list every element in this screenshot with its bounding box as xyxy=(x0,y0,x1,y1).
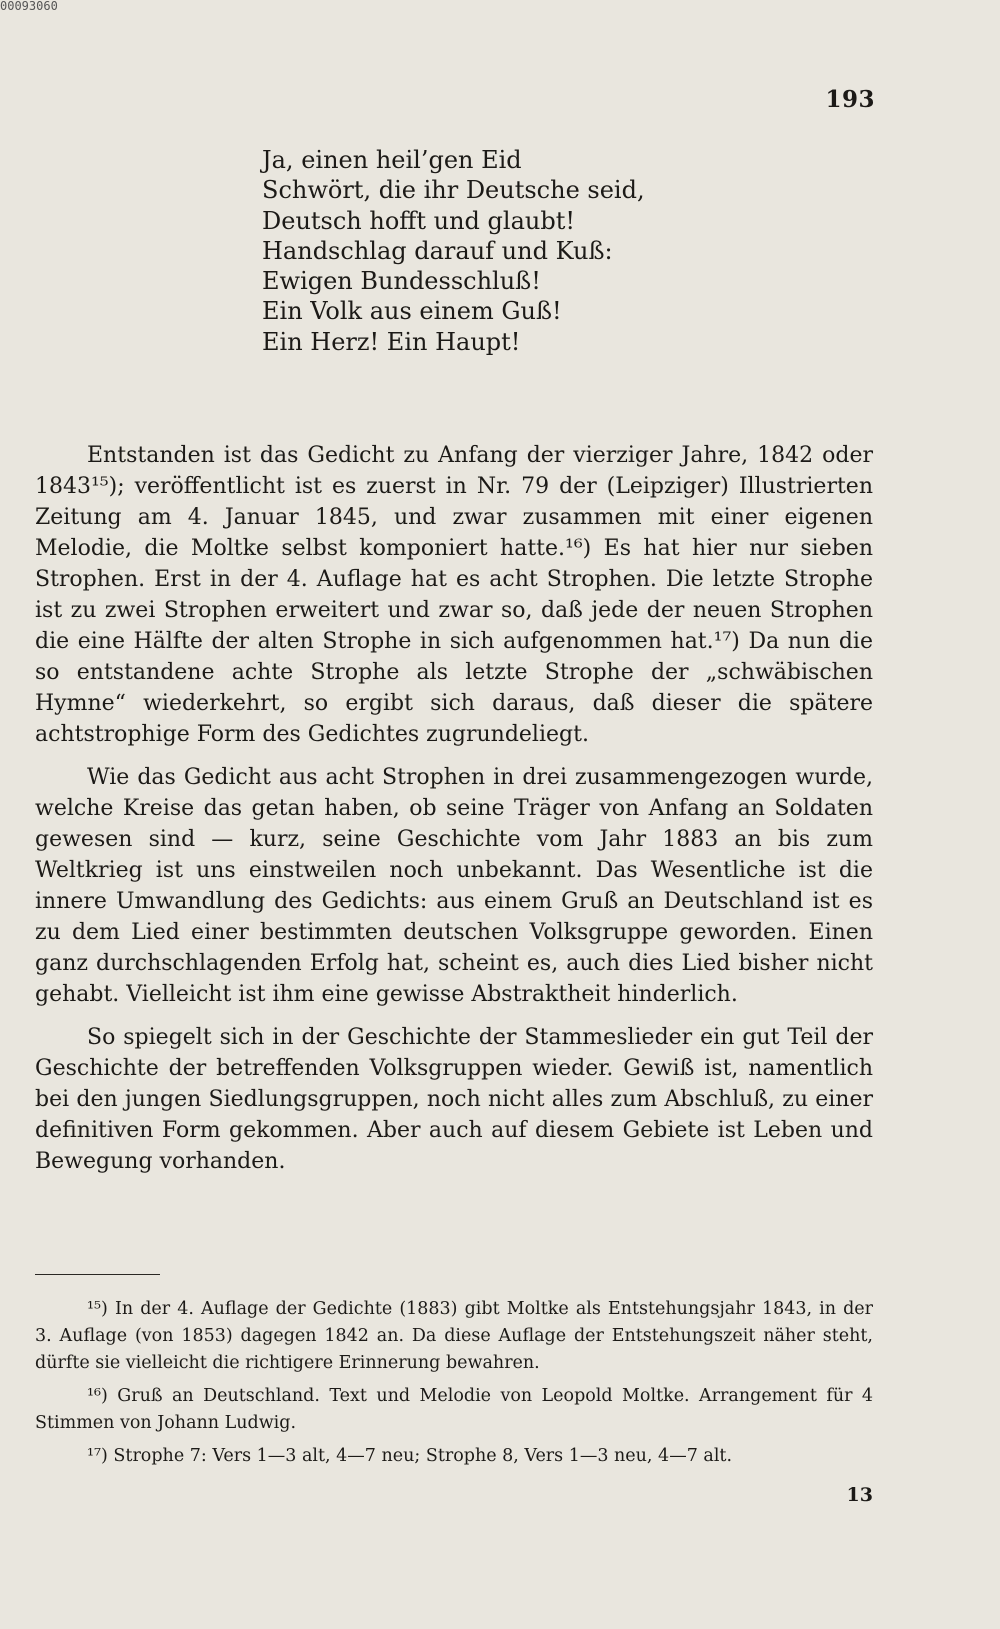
footnote: ¹⁶) Gruß an Deutschland. Text und Melodie von Leopold Moltke. Arrangement für 4 Stimmen von Johann Ludwig. xyxy=(35,1386,873,1433)
page-number: 193 xyxy=(825,86,875,113)
footnote: ¹⁷) Strophe 7: Vers 1—3 alt, 4—7 neu; Strophe 8, Vers 1—3 neu, 4—7 alt. xyxy=(87,1446,733,1466)
paragraph: Entstanden ist das Gedicht zu Anfang der vierziger Jahre, 1842 oder 1843¹⁵); veröffentlicht ist es zuerst in Nr. 79 der (Leipziger) Illustrierten Zeitung am 4. Januar 1845, und zwar zusammen mit einer eigenen Melodie, die Moltke selbst komponiert hatte.¹⁶) Es hat hier nur sieben Strophen. Erst in der 4. Auflage hat es acht Strophen. Die letzte Strophe ist zu zwei Strophen erweitert und zwar so, daß jede der neuen Strophen die eine Hälfte der alten Strophe in sich aufgenommen hat.¹⁷) Da nun die so entstandene achte Strophe als letzte Strophe der „schwäbischen Hymne“ wiederkehrt, so ergibt sich daraus, daß dieser die spätere achtstrophige Form des Gedichtes zugrundeliegt. xyxy=(35,443,873,747)
verse-line: Deutsch hofft und glaubt! xyxy=(262,206,575,235)
footnote: ¹⁵) In der 4. Auflage der Gedichte (1883) gibt Moltke als Entstehungsjahr 1843, in der 3. Auflage (von 1853) dagegen 1842 an. Da diese Auflage der Entstehungszeit näher steht, dürfte sie vielleicht die richtigere Erinnerung bewahren. xyxy=(35,1299,873,1373)
paragraph: Wie das Gedicht aus acht Strophen in drei zusammengezogen wurde, welche Kreise das getan haben, ob seine Träger von Anfang an Soldaten gewesen sind — kurz, seine Geschichte vom Jahr 1883 an bis zum Weltkrieg ist uns einstweilen noch unbekannt. Das Wesentliche ist die innere Umwandlung des Gedichts: aus einem Gruß an Deutschland ist es zu dem Lied einer bestimmten deutschen Volksgruppe geworden. Einen ganz durchschlagenden Erfolg hat, scheint es, auch dies Lied bisher nicht gehabt. Vielleicht ist ihm eine gewisse Abstraktheit hinderlich. xyxy=(35,765,873,1007)
verse-line: Ewigen Bundesschluß! xyxy=(262,267,541,296)
footnote-divider xyxy=(35,1274,160,1275)
scan-id-mark: 00093060 xyxy=(0,0,58,12)
printer-signature: 13 xyxy=(846,1484,873,1506)
verse-line: Ein Volk aus einem Guß! xyxy=(262,297,562,326)
verse-line: Handschlag darauf und Kuß: xyxy=(262,236,613,265)
footnotes xyxy=(35,1296,873,1476)
body-text xyxy=(35,440,873,1189)
verse-line: Ja, einen heil’gen Eid xyxy=(262,146,522,174)
verse-line: Ein Herz! Ein Haupt! xyxy=(262,327,521,356)
paragraph: So spiegelt sich in der Geschichte der Stammeslieder ein gut Teil der Geschichte der betreffenden Volksgruppen wieder. Gewiß ist, namentlich bei den jungen Siedlungsgruppen, noch nicht alles zum Abschluß, zu einer definitiven Form gekommen. Aber auch auf diesem Gebiete ist Leben und Bewegung vorhanden. xyxy=(35,1025,873,1174)
poem-verse xyxy=(262,145,682,357)
verse-line: Schwört, die ihr Deutsche seid, xyxy=(262,176,645,205)
